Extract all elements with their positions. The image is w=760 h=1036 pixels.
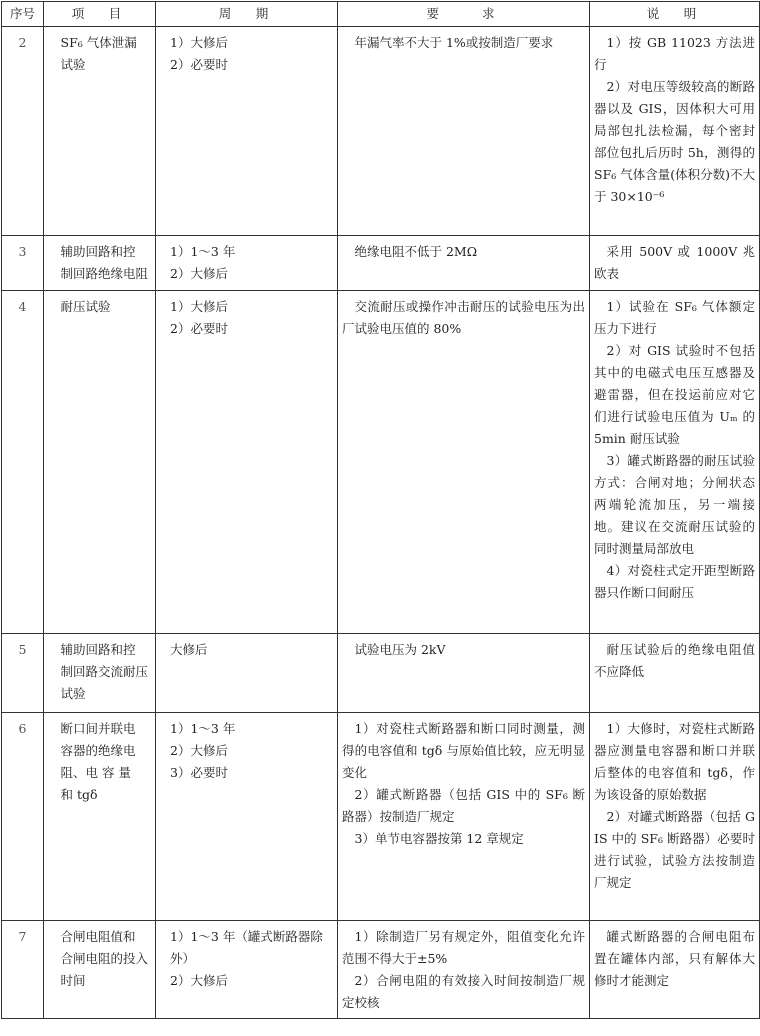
header-note: 说 明: [590, 2, 760, 27]
item-cell: [44, 921, 156, 1019]
requirement-cell-line: 年漏气率不大于 1%或按制造厂要求: [354, 35, 554, 50]
period-cell-line: 大修后: [170, 642, 208, 657]
note-cell-line: 耐压试验后的绝缘电阻值不应降低: [594, 642, 755, 679]
period-cell-line: 1）1～3 年: [170, 721, 236, 736]
item-cell-line: 合闸电阻的投入: [60, 951, 149, 966]
note-cell-line: 1）大修时，对瓷柱式断路器应测量电容器和断口并联后整体的电容值和 tgδ，作为该设备的原始数据: [594, 721, 755, 802]
row-number: 4: [2, 291, 44, 634]
table-row: [2, 291, 760, 634]
requirement-cell-line: 交流耐压或操作冲击耐压的试验电压为出厂试验电压值的 80%: [342, 299, 585, 336]
header-row: [2, 2, 760, 27]
row-number: 3: [2, 236, 44, 291]
period-cell: [156, 634, 338, 713]
item-cell-line: 辅助回路和控: [60, 642, 136, 657]
requirement-cell: [338, 921, 590, 1019]
requirement-cell-line: 2）合闸电阻的有效接入时间按制造厂规定校核: [342, 973, 585, 1010]
period-cell: [156, 713, 338, 921]
period-cell-line: 3）必要时: [170, 765, 228, 780]
period-cell-line: 2）大修后: [170, 266, 228, 281]
item-cell-line: 断口间并联电: [60, 721, 136, 736]
note-cell: [590, 236, 760, 291]
item-cell-line: 合闸电阻值和: [60, 929, 136, 944]
period-cell-line: 1）大修后: [170, 299, 228, 314]
note-cell-line: 4）对瓷柱式定开距型断路器只作断口间耐压: [594, 563, 755, 600]
requirement-cell: [338, 291, 590, 634]
table-row: [2, 27, 760, 236]
note-cell-line: 3）罐式断路器的耐压试验方式：合闸对地；分闸状态两端轮流加压，另一端接地。建议在交流耐压试验的同时测量局部放电: [594, 453, 755, 556]
row-number: 6: [2, 713, 44, 921]
period-cell-line: 1）1～3 年: [170, 244, 236, 259]
period-cell-line: 2）必要时: [170, 57, 228, 72]
period-cell-line: 2）大修后: [170, 973, 228, 988]
table-row: [2, 634, 760, 713]
note-cell: [590, 634, 760, 713]
note-cell-line: 采用 500V 或 1000V 兆欧表: [594, 244, 755, 281]
item-cell-line: SF₆ 气体泄漏: [60, 35, 137, 50]
period-cell: [156, 291, 338, 634]
row-number: 5: [2, 634, 44, 713]
note-cell: [590, 713, 760, 921]
period-cell: [156, 921, 338, 1019]
note-cell-line: 2）对电压等级较高的断路器以及 GIS，因体积大可用局部包扎法检漏，每个密封部位包扎后历时 5h，测得的 SF₆ 气体含量(体积分数)不大于 30×10⁻⁶: [594, 79, 755, 204]
item-cell-line: 辅助回路和控: [60, 244, 136, 259]
header-requirement: 要 求: [338, 2, 590, 27]
item-cell-line: 时间: [60, 973, 86, 988]
table-row: [2, 713, 760, 921]
item-cell-line: 试验: [60, 57, 86, 72]
item-cell: [44, 634, 156, 713]
item-cell: [44, 236, 156, 291]
requirement-cell-line: 试验电压为 2kV: [354, 642, 446, 657]
item-cell-line: 制回路交流耐压: [60, 664, 149, 679]
period-cell: [156, 27, 338, 236]
note-cell-line: 2）对 GIS 试验时不包括其中的电磁式电压互感器及避雷器，但在投运前应对它们进行试验电压值为 Uₘ 的 5min 耐压试验: [594, 343, 755, 446]
table-row: [2, 236, 760, 291]
requirement-cell-line: 1）对瓷柱式断路器和断口同时测量，测得的电容值和 tgδ 与原始值比较，应无明显变化: [342, 721, 585, 780]
item-cell: [44, 713, 156, 921]
item-cell-line: 耐压试验: [60, 299, 111, 314]
note-cell-line: 1）按 GB 11023 方法进行: [594, 35, 755, 72]
header-no: 序号: [2, 2, 44, 27]
table-row: [2, 921, 760, 1019]
item-cell-line: 和 tgδ: [60, 787, 98, 802]
note-cell: [590, 921, 760, 1019]
note-cell-line: 1）试验在 SF₆ 气体额定压力下进行: [594, 299, 755, 336]
header-item: 项 目: [44, 2, 156, 27]
item-cell: [44, 27, 156, 236]
note-cell-line: 2）对罐式断路器（包括 GIS 中的 SF₆ 断路器）必要时进行试验，试验方法按制造厂规定: [594, 809, 755, 890]
requirement-cell-line: 1）除制造厂另有规定外，阻值变化允许范围不得大于±5%: [342, 929, 585, 966]
requirement-cell-line: 绝缘电阻不低于 2MΩ: [354, 244, 478, 259]
row-number: 7: [2, 921, 44, 1019]
period-cell-line: 1）大修后: [170, 35, 228, 50]
period-cell-line: 1）1～3 年（罐式断路器除外）: [170, 929, 323, 966]
item-cell: [44, 291, 156, 634]
requirement-cell: [338, 236, 590, 291]
test-items-table: [1, 1, 760, 1019]
requirement-cell: [338, 27, 590, 236]
item-cell-line: 阻、电 容 量: [60, 765, 131, 780]
requirement-cell: [338, 713, 590, 921]
note-cell-line: 罐式断路器的合闸电阻布置在罐体内部，只有解体大修时才能测定: [594, 929, 755, 988]
note-cell: [590, 27, 760, 236]
item-cell-line: 试验: [60, 686, 86, 701]
note-cell: [590, 291, 760, 634]
header-period: 周 期: [156, 2, 338, 27]
row-number: 2: [2, 27, 44, 236]
period-cell-line: 2）大修后: [170, 743, 228, 758]
period-cell: [156, 236, 338, 291]
requirement-cell: [338, 634, 590, 713]
period-cell-line: 2）必要时: [170, 321, 228, 336]
item-cell-line: 容器的绝缘电: [60, 743, 136, 758]
requirement-cell-line: 2）罐式断路器（包括 GIS 中的 SF₆ 断路器）按制造厂规定: [342, 787, 585, 824]
item-cell-line: 制回路绝缘电阻: [60, 266, 149, 281]
requirement-cell-line: 3）单节电容器按第 12 章规定: [354, 831, 524, 846]
